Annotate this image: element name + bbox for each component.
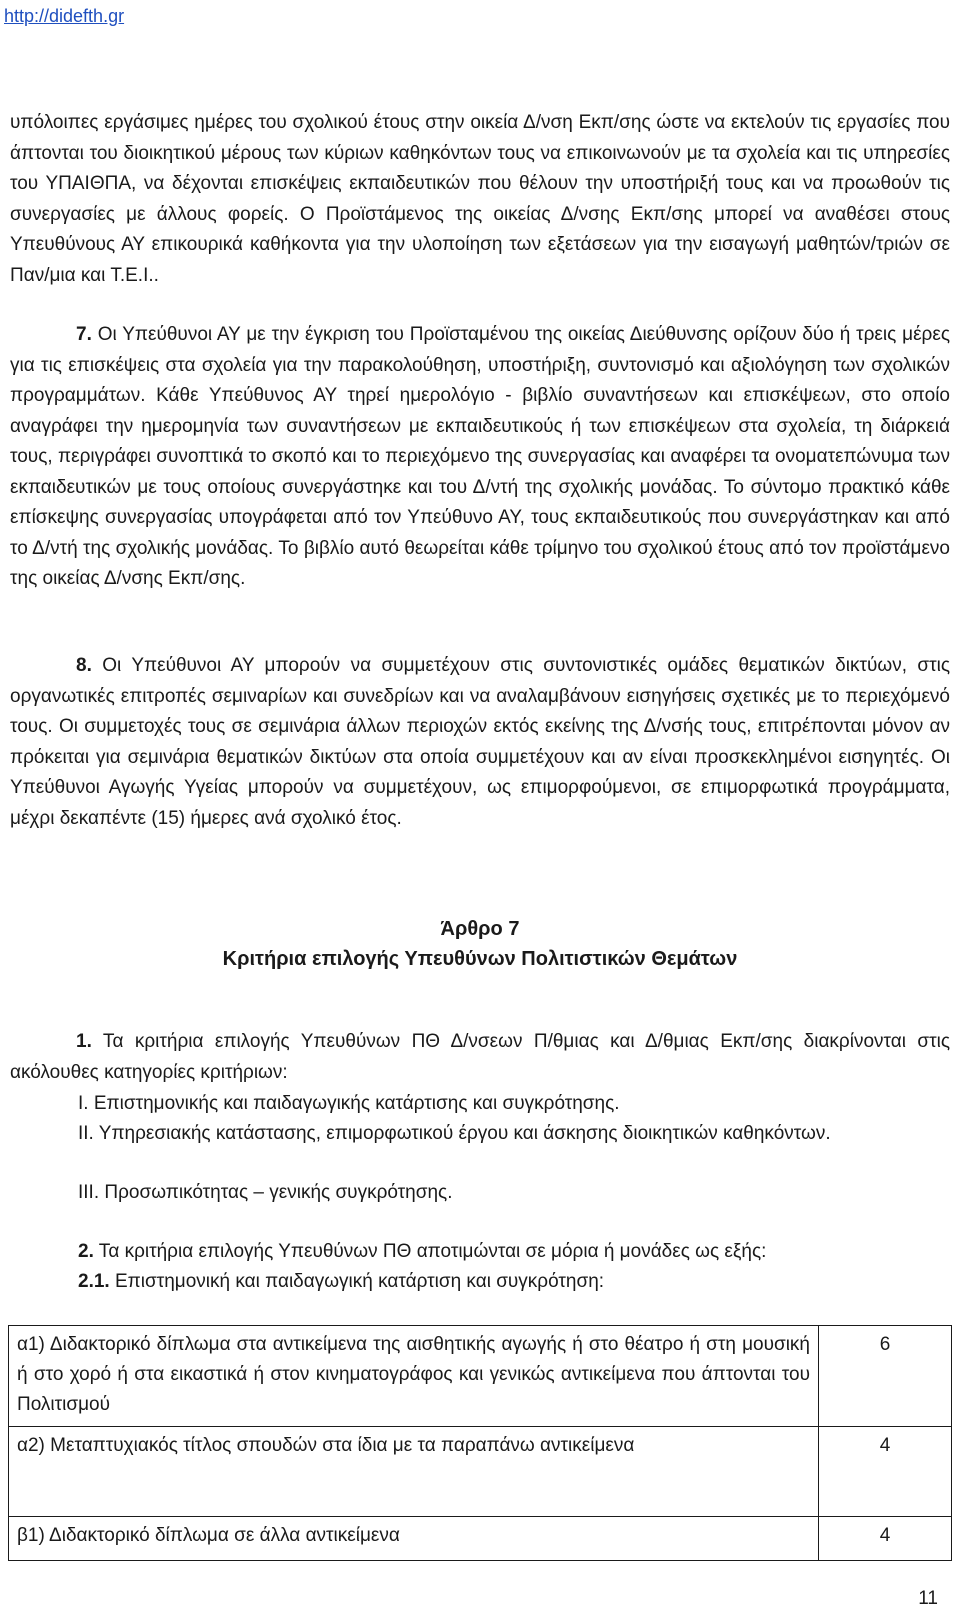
paragraph-8-text: Οι Υπεύθυνοι ΑΥ μπορούν να συμμετέχουν στις συντονιστικές ομάδες θεματικών δικτύων, στις οργανωτικές επιτροπές σεμιναρίων και συνεδρίων και να αναλαμβάνουν εισηγήσεις σχετικές με το περιεχόμενό τους. Οι συμμετοχές τους σε σεμινάρια άλλων περιοχών εκτός εκείνης της Δ/νσής τους, επιτρέπονται μόνον αν πρόκειται για σεμινάρια θεματικών δικτύων στα οποία συμμετέχουν και αν είναι προσκεκλημένοι εισηγητές. Οι Υπεύθυνοι Αγωγής Υγείας μπορούν να συμμετέχουν, ως επιμορφούμενοι, σε επιμορφωτικά προγράμματα, μέχρι δεκαπέντε (15) ήμερες ανά σχολικό έτος. (10, 655, 950, 829)
criteria-category-3: ΙΙΙ. Προσωπικότητας – γενικής συγκρότησης. (78, 1182, 453, 1203)
source-link[interactable]: http://didefth.gr (4, 6, 125, 26)
article-number: Άρθρο 7 (440, 918, 520, 940)
paragraph-7-number: 7. (76, 324, 92, 345)
table-row (9, 1517, 952, 1561)
section-1-number: 1. (76, 1031, 92, 1052)
criteria-table (8, 1325, 952, 1561)
section-2-text: Τα κριτήρια επιλογής Υπευθύνων ΠΘ αποτιμώνται σε μόρια ή μονάδες ως εξής: (93, 1241, 767, 1262)
section-2-number: 2. (78, 1241, 94, 1262)
paragraph-continuation: υπόλοιπες εργάσιμες ημέρες του σχολικού έτους στην οικεία Δ/νση Εκπ/σης ώστε να εκτελούν τις εργασίες που άπτονται του διοικητικού μέρους των κύριων καθηκόντων τους να επικοινωνούν με τα σχολεία και τις υπηρεσίες του ΥΠΑΙΘΠΑ, να δέχονται επισκέψεις εκπαιδευτικών που θέλουν την υποστήριξή τους και να προωθούν τις συνεργασίες με άλλους φορείς. Ο Προϊστάμενος της οικείας Δ/νσης Εκπ/σης μπορεί να αναθέσει στους Υπευθύνους ΑΥ επικουρικά καθήκοντα για την υλοποίηση των εξετάσεων για την εισαγωγή μαθητών/τριών σε Παν/μια και Τ.Ε.Ι.. (10, 112, 950, 286)
page-number: 11 (918, 1588, 938, 1609)
criterion-label: α1) Διδακτορικό δίπλωμα στα αντικείμενα της αισθητικής αγωγής ή στο θέατρο ή στη μουσική ή στο χορό ή στα εικαστικά ή στον κινηματογράφος και γενικώς αντικείμενα που άπτονται του Πολιτισμού (9, 1326, 819, 1427)
article-title: Κριτήρια επιλογής Υπευθύνων Πολιτιστικών Θεμάτων (222, 948, 738, 970)
paragraph-7-text: Οι Υπεύθυνοι ΑΥ με την έγκριση του Προϊσταμένου της οικείας Διεύθυνσης ορίζουν δύο ή τρεις μέρες για τις επισκέψεις στα σχολεία για την παρακολούθηση, υποστήριξη, συντονισμό και αξιολόγηση των σχολικών προγραμμάτων. Κάθε Υπεύθυνος ΑΥ τηρεί ημερολόγιο - βιβλίο συναντήσεων και επισκέψεων, στο οποίο αναγράφει την ημερομηνία των συναντήσεων με εκπαιδευτικούς ή των επισκέψεων στα σχολεία, τη διάρκειά τους, περιγράφει συνοπτικά το σκοπό και το περιεχόμενο της συνεργασίας και αναφέρει τα ονοματεπώνυμα των εκπαιδευτικών με τους οποίους συνεργάστηκε και του Δ/ντή της σχολικής μονάδας. Το σύντομο πρακτικό κάθε επίσκεψης συνεργασίας υπογράφεται από τον Υπεύθυνο ΑΥ, τους εκπαιδευτικούς που συνεργάστηκαν και από το Δ/ντή της σχολικής μονάδας. Το βιβλίο αυτό θεωρείται κάθε τρίμηνο του σχολικού έτους από τον προϊστάμενο της οικείας Δ/νσης Εκπ/σης. (10, 324, 950, 589)
section-2-1 (78, 1267, 604, 1297)
paragraph-7 (10, 320, 950, 595)
table-row (9, 1326, 952, 1427)
section-2-1-text: Επιστημονική και παιδαγωγική κατάρτιση και συγκρότηση: (109, 1271, 605, 1292)
criterion-points: 4 (819, 1427, 952, 1517)
section-1 (10, 1027, 950, 1088)
criteria-category-2: ΙΙ. Υπηρεσιακής κατάστασης, επιμορφωτικού έργου και άσκησης διοικητικών καθηκόντων. (78, 1123, 831, 1144)
table-row (9, 1427, 952, 1517)
section-1-text: Τα κριτήρια επιλογής Υπευθύνων ΠΘ Δ/νσεων Π/θμιας και Δ/θμιας Εκπ/σης διακρίνονται στις ακόλουθες κατηγορίες κριτήριων: (10, 1031, 950, 1083)
criterion-points: 6 (819, 1326, 952, 1427)
criterion-label: β1) Διδακτορικό δίπλωμα σε άλλα αντικείμενα (9, 1517, 819, 1561)
paragraph-8-number: 8. (76, 655, 92, 676)
criteria-category-1: Ι. Επιστημονικής και παιδαγωγικής κατάρτισης και συγκρότησης. (78, 1093, 620, 1114)
section-2-1-number: 2.1. (78, 1271, 110, 1292)
section-2 (78, 1237, 766, 1267)
paragraph-8 (10, 651, 950, 834)
criterion-label: α2) Μεταπτυχιακός τίτλος σπουδών στα ίδια με τα παραπάνω αντικείμενα (9, 1427, 819, 1517)
criterion-points: 4 (819, 1517, 952, 1561)
